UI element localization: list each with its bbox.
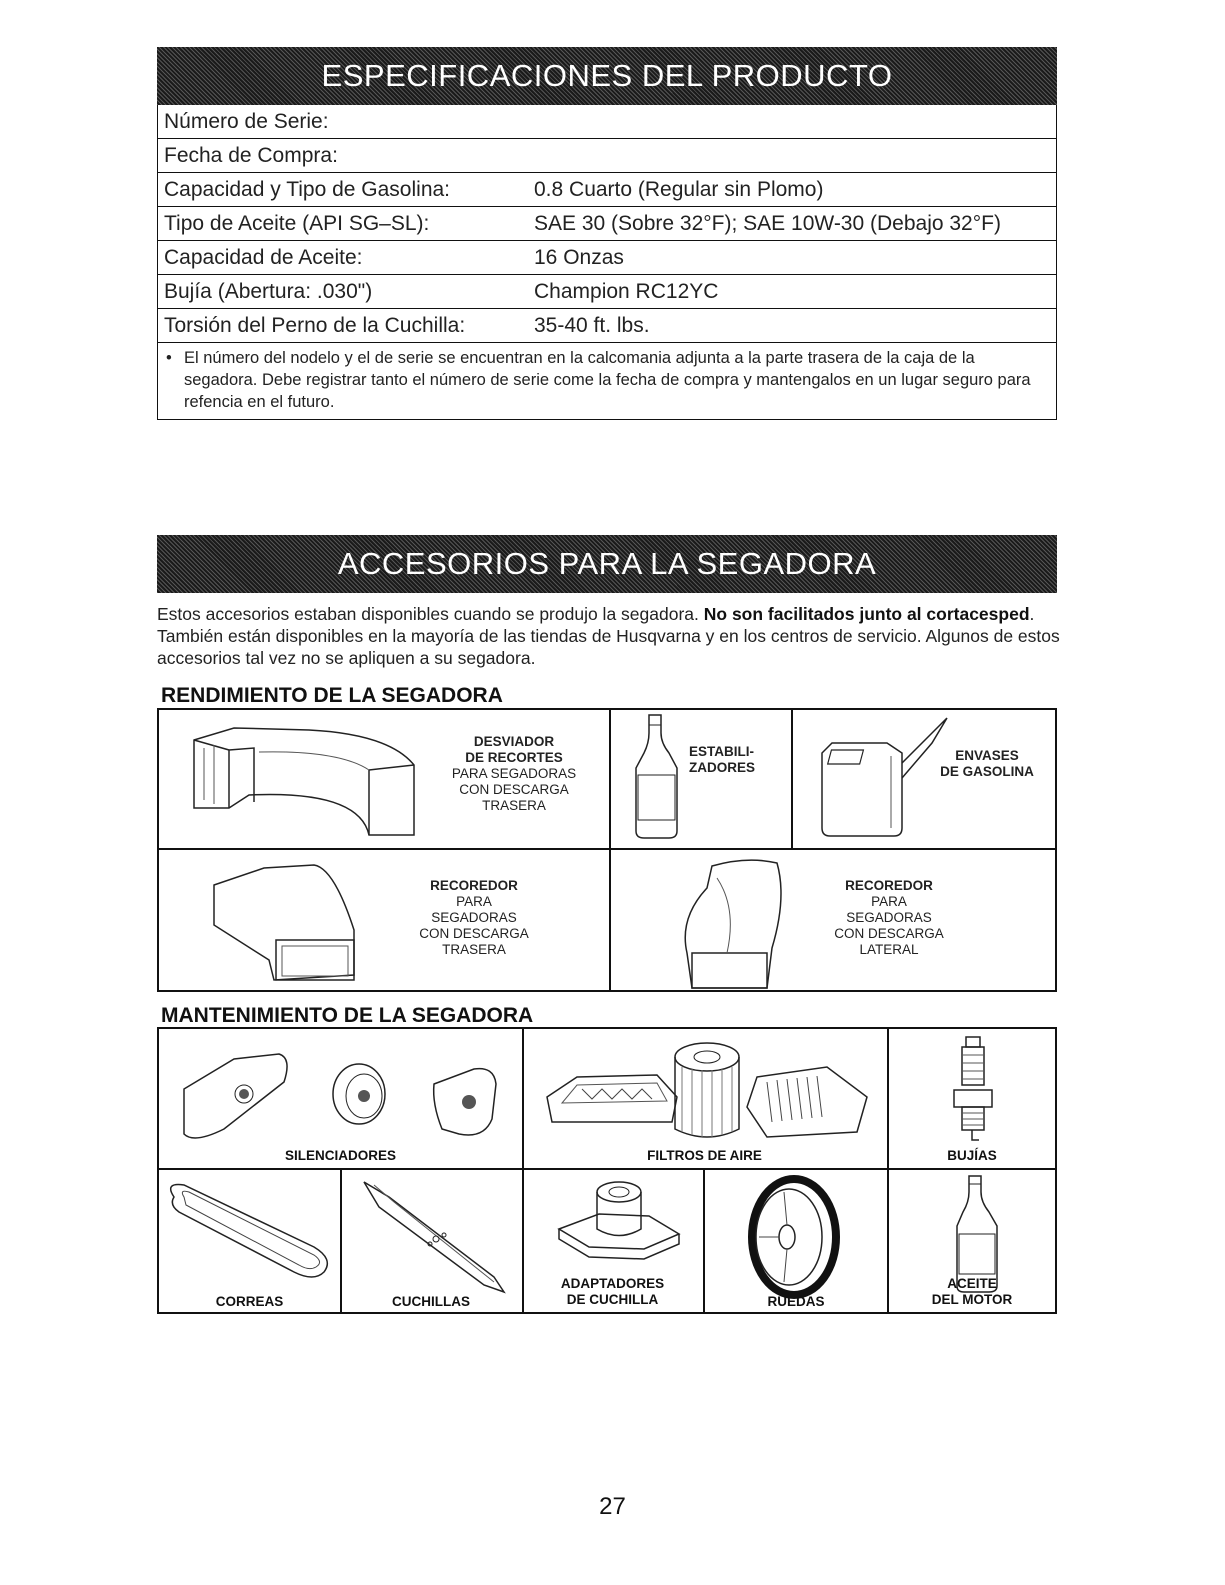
divider <box>159 848 1055 850</box>
divider <box>703 1168 705 1312</box>
wheels-label: RUEDAS <box>767 1294 825 1309</box>
air-filters-label: FILTROS DE AIRE <box>647 1148 762 1163</box>
side-bag-caption <box>809 878 969 958</box>
caption-line: CON DESCARGA <box>834 926 944 941</box>
air-filters-icon <box>537 1037 877 1147</box>
spec-row <box>158 139 1056 173</box>
intro-text: Estos accesorios estaban disponibles cuando se produjo la segadora. <box>157 604 704 624</box>
spec-value: 16 Onzas <box>534 245 624 269</box>
caption-line: CON DESCARGA <box>459 782 569 797</box>
caption-line: TRASERA <box>482 798 546 813</box>
spec-label: Tipo de Aceite (API SG–SL): <box>164 211 430 235</box>
caption-line: PARA <box>871 894 907 909</box>
deflector-illustration <box>189 720 439 830</box>
accessories-banner <box>157 535 1057 593</box>
caption-line: SEGADORAS <box>431 910 517 925</box>
specs-title: ESPECIFICACIONES DEL PRODUCTO <box>321 58 893 93</box>
spec-value: Champion RC12YC <box>534 279 719 303</box>
spec-label: Fecha de Compra: <box>164 143 338 167</box>
belt-icon <box>164 1177 334 1277</box>
caption-bold: ENVASES <box>955 748 1019 763</box>
spec-label: Torsión del Perno de la Cuchilla: <box>164 313 466 337</box>
caption-bold: RECOREDOR <box>845 878 933 893</box>
intro-text-cont: . También están disponibles en la mayoría de las tiendas de Husqvarna y en los centros de servicio. Algunos de estos accesorios tal vez no se apliquen a su segadora. <box>157 604 1060 668</box>
spec-row <box>158 207 1056 241</box>
specs-table <box>157 105 1057 420</box>
maintenance-heading: MANTENIMIENTO DE LA SEGADORA <box>161 1004 534 1027</box>
page-number: 27 <box>599 1493 626 1520</box>
bullet-icon: • <box>166 349 172 367</box>
adapters-label <box>522 1276 703 1308</box>
caption-line: SEGADORAS <box>846 910 932 925</box>
blades-label: CUCHILLAS <box>392 1294 470 1309</box>
engine-oil-line: DEL MOTOR <box>931 1292 1013 1307</box>
deflector-caption <box>439 734 589 814</box>
adapters-line: DE CUCHILLA <box>566 1292 659 1307</box>
spec-label: Capacidad y Tipo de Gasolina: <box>164 177 451 201</box>
rear-bag-caption <box>399 878 549 958</box>
caption-bold: DESVIADOR <box>473 734 555 749</box>
blade-icon <box>354 1177 514 1297</box>
spec-row <box>158 275 1056 309</box>
adapters-line: ADAPTADORES <box>560 1276 665 1291</box>
divider <box>340 1168 342 1312</box>
caption-line: PARA SEGADORAS <box>451 766 577 781</box>
gas-can-icon <box>807 718 957 843</box>
accessories-title: ACCESORIOS PARA LA SEGADORA <box>337 546 877 581</box>
spark-plug-icon <box>944 1035 1004 1145</box>
engine-oil-label <box>889 1276 1055 1308</box>
divider <box>791 710 793 848</box>
intro-bold-text: No son facilitados junto al cortacesped <box>703 604 1030 624</box>
caption-bold: DE RECORTES <box>465 750 563 765</box>
spec-value: 35-40 ft. lbs. <box>534 313 650 337</box>
spec-value: 0.8 Cuarto (Regular sin Plomo) <box>534 177 824 201</box>
spec-row <box>158 173 1056 207</box>
divider <box>522 1029 524 1312</box>
caption-bold: ESTABILI- <box>689 744 754 759</box>
caption-bold: RECOREDOR <box>430 878 518 893</box>
spark-plugs-label: BUJÍAS <box>947 1148 997 1163</box>
side-bag-icon <box>677 858 787 988</box>
gas-can-caption <box>927 748 1047 780</box>
caption-line: PARA <box>456 894 492 909</box>
divider <box>159 1168 1055 1170</box>
spec-row <box>158 105 1056 139</box>
maintenance-grid <box>157 1027 1057 1314</box>
stabilizer-bottle-icon <box>624 713 694 843</box>
divider <box>609 710 611 990</box>
accessories-intro <box>157 603 1062 669</box>
spec-value: SAE 30 (Sobre 32°F); SAE 10W-30 (Debajo 32°F) <box>534 211 1001 235</box>
spec-row <box>158 241 1056 275</box>
spec-label: Capacidad de Aceite: <box>164 245 363 269</box>
caption-line: LATERAL <box>859 942 919 957</box>
caption-bold: DE GASOLINA <box>940 764 1034 779</box>
mufflers-icon <box>174 1044 514 1144</box>
performance-grid <box>157 708 1057 992</box>
blade-adapter-icon <box>544 1174 694 1274</box>
spec-label: Bujía (Abertura: .030") <box>164 279 373 303</box>
performance-heading: RENDIMIENTO DE LA SEGADORA <box>161 684 503 707</box>
divider <box>887 1029 889 1312</box>
belts-label: CORREAS <box>215 1294 284 1309</box>
caption-line: CON DESCARGA <box>419 926 529 941</box>
mufflers-label: SILENCIADORES <box>284 1148 396 1163</box>
spec-label: Número de Serie: <box>164 109 329 133</box>
engine-oil-line: ACEITE <box>947 1276 997 1291</box>
spec-row <box>158 309 1056 343</box>
spec-note-text: El número del nodelo y el de serie se encuentran en la calcomania adjunta a la parte trasera de la caja de la segadora. Debe registrar tanto el número de serie come la fecha de compra y mantengalos en un lugar seguro para refencia en el futuro. <box>184 349 1031 411</box>
rear-bag-icon <box>204 860 364 985</box>
spec-note <box>158 343 1056 419</box>
stabilizer-caption <box>689 744 781 776</box>
specs-banner <box>157 47 1057 105</box>
caption-bold: ZADORES <box>689 760 756 775</box>
wheel-icon <box>739 1172 849 1297</box>
caption-line: TRASERA <box>442 942 506 957</box>
